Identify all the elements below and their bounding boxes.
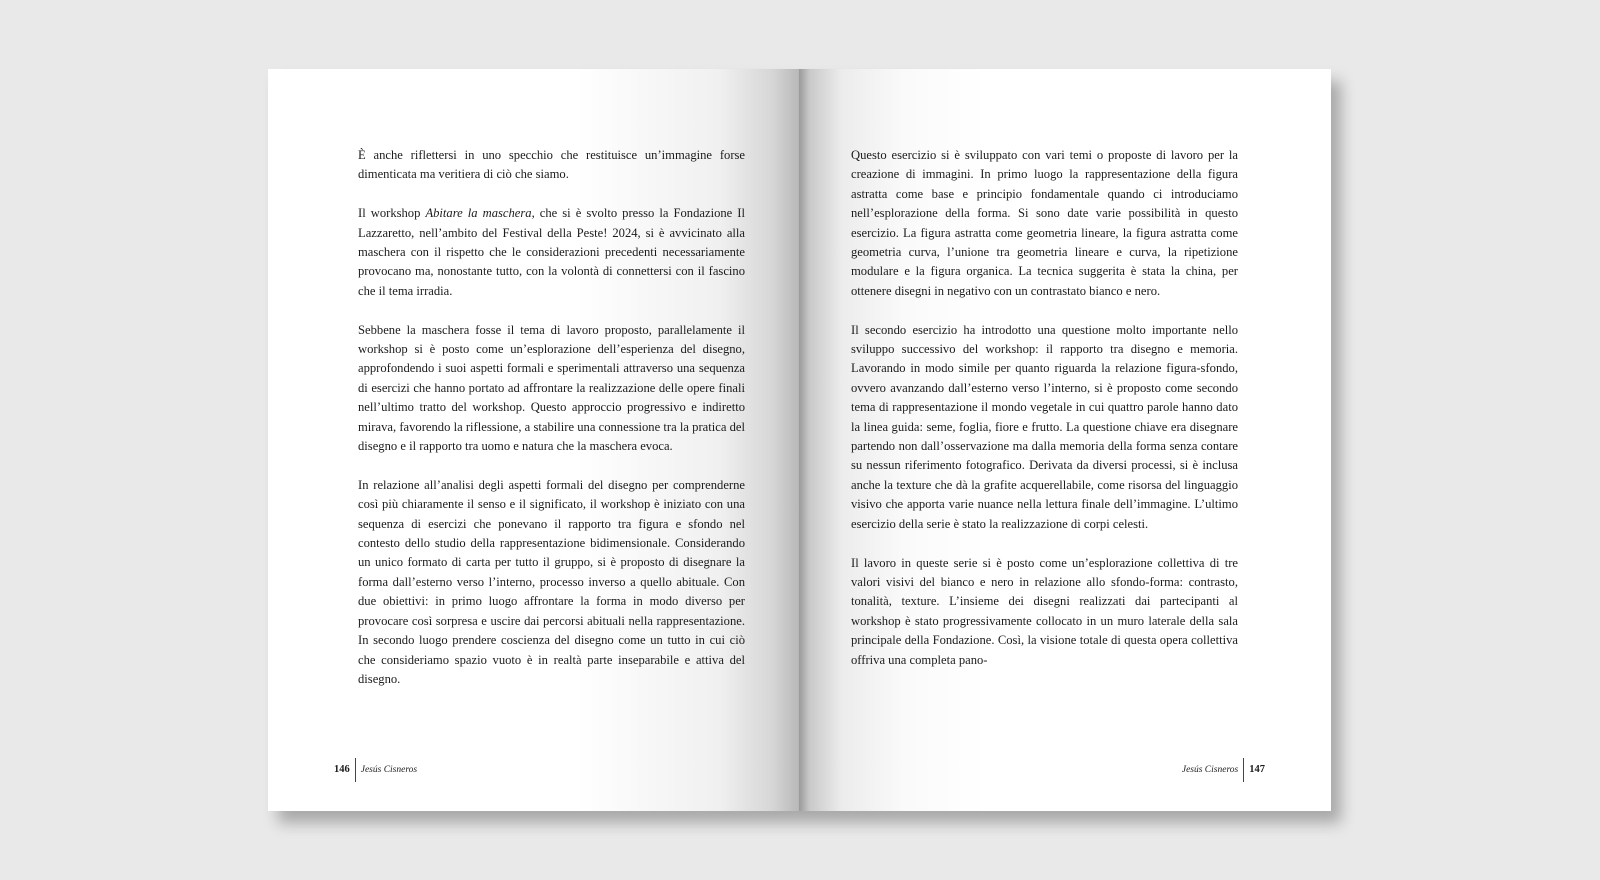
folio-divider [1243, 758, 1244, 782]
left-page-text [358, 146, 745, 709]
paragraph: In relazione all’analisi degli aspetti formali del disegno per comprenderne così più chiaramente il senso e il significato, il workshop è iniziato con una sequenza di esercizi che ponevano il rapporto tra figura e sfondo nel contesto dello studio della rappresentazione bidimensionale. Considerando un unico formato di carta per tutto il gruppo, si è proposto di disegnare la forma dall’esterno verso l’interno, processo inverso a quello abituale. Con due obiettivi: in primo luogo affrontare la forma in modo diverso per provocare così sorpresa e uscire dai percorsi abituali nella rappresentazione. In secondo luogo prendere coscienza del disegno come un tutto in cui ciò che consideriamo spazio vuoto è in realtà parte inseparabile e attiva del disegno. [358, 477, 745, 686]
folio-divider [355, 758, 356, 782]
running-author: Jesús Cisneros [1181, 765, 1239, 775]
page-number: 146 [334, 764, 350, 775]
right-folio [1182, 758, 1265, 782]
paragraph: È anche riflettersi in uno specchio che restituisce un’immagine forse dimenticata ma veritiera di ciò che siamo. [358, 148, 745, 182]
paragraph-intro: Il workshop [358, 206, 426, 221]
running-author: Jesús Cisneros [360, 765, 418, 775]
page-number: 147 [1249, 764, 1265, 775]
workshop-title: Abitare la maschera [425, 206, 532, 221]
paragraph-rest: , che si è svolto presso la Fondazione Il Lazzaretto, nell’ambito del Festival della Peste! 2024, si è avvicinato alla maschera con il rispetto che le considerazioni precedenti necessariamente provocano ma, nonostante tutto, con la volontà di connettersi con il fascino che il tema irradia. [358, 206, 745, 298]
right-page-text [851, 146, 1238, 689]
left-folio [334, 758, 417, 782]
open-book [268, 69, 1331, 811]
right-page [799, 69, 1331, 811]
paragraph: Il lavoro in queste serie si è posto come un’esplorazione collettiva di tre valori visivi del bianco e nero in relazione allo sfondo-forma: contrasto, tonalità, texture. L’insieme dei disegni realizzati dai partecipanti al workshop è stato progressivamente collocato in un muro laterale della sala principale della Fondazione. Così, la visione totale di questa opera collettiva offriva una completa pano- [851, 555, 1238, 667]
left-page [268, 69, 799, 811]
paragraph: Sebbene la maschera fosse il tema di lavoro proposto, parallelamente il workshop si è posto come un’esplorazione dell’esperienza del disegno, approfondendo i suoi aspetti formali e sperimentali attraverso una sequenza di esercizi che hanno portato ad affrontare la realizzazione delle opere finali nell’ultimo tratto del workshop. Questo approccio progressivo e indiretto mirava, favorendo la riflessione, a stabilire una connessione tra la pratica del disegno e il rapporto tra uomo e natura che la maschera evoca. [358, 322, 745, 454]
paragraph: Questo esercizio si è sviluppato con vari temi o proposte di lavoro per la creazione di immagini. In primo luogo la rappresentazione della figura astratta come base e principio fondamentale quando ci introduciamo nell’esplorazione della forma. Si sono date varie possibilità in questo esercizio. La figura astratta come geometria lineare, la figura astratta come geometria curva, l’unione tra geometria lineare e curva, la ripetizione modulare e la figura organica. La tecnica suggerita è stata la china, per ottenere disegni in negativo con un contrastato bianco e nero. [851, 148, 1238, 298]
paragraph: Il secondo esercizio ha introdotto una questione molto importante nello sviluppo successivo del workshop: il rapporto tra disegno e memoria. Lavorando in modo simile per quanto riguarda la relazione figura-sfondo, ovvero avanzando dall’esterno verso l’interno, si è proposto come secondo tema di rappresentazione il mondo vegetale in cui quattro parole hanno dato la linea guida: seme, foglia, fiore e frutto. La questione chiave era disegnare partendo non dall’osservazione ma dalla memoria della forma senza contare su nessun riferimento fotografico. Derivata da diversi processi, si è inclusa anche la texture che dà la grafite acquerellabile, come risorsa del linguaggio visivo che apporta varie nuance nella lettura finale dell’immagine. L’ultimo esercizio della serie è stato la realizzazione di corpi celesti. [851, 322, 1238, 531]
paragraph [358, 204, 745, 301]
